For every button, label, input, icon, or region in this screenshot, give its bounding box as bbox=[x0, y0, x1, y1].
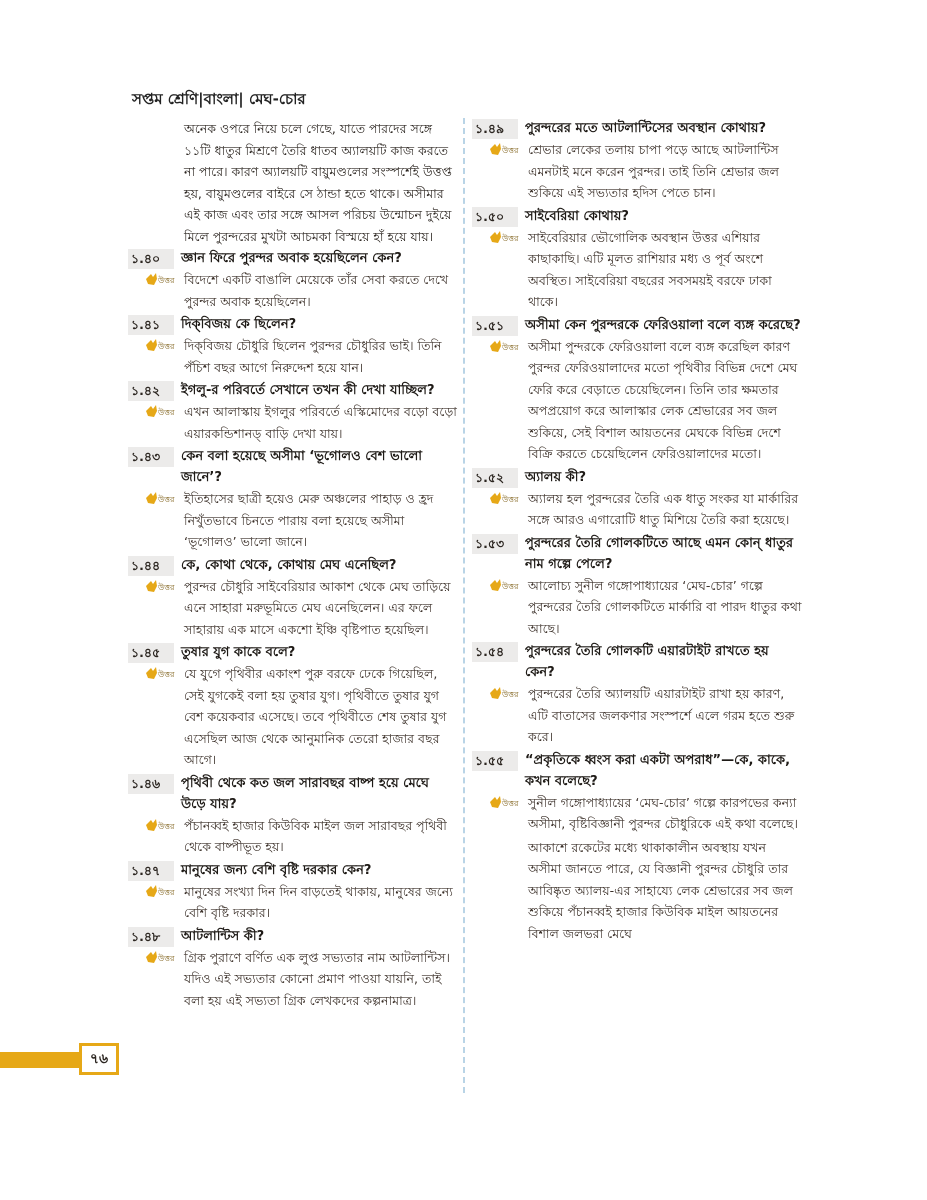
answer-badge-icon bbox=[144, 271, 176, 288]
answer-icon bbox=[128, 663, 176, 684]
answer-badge-icon bbox=[488, 685, 520, 702]
answer-text: সুনীল গঙ্গোপাধ্যায়ের ‘মেঘ-চোর’ গল্পে কারপভের কন্যা অসীমা, বৃষ্টিবিজ্ঞানী পুরন্দর চৌধুরিকে এই কথা বলেছে। bbox=[528, 794, 798, 831]
question-number: ১.৪৩ bbox=[128, 447, 174, 467]
answer-badge-icon bbox=[144, 403, 176, 420]
question-row bbox=[472, 206, 802, 227]
answer-text: অ্যালয় হল পুরন্দরের তৈরি এক ধাতু সংকর যা মার্কারির সঙ্গে আরও এগারোটি ধাতু মিশিয়ে তৈরি করা হয়েছে। bbox=[528, 490, 799, 527]
qa-item bbox=[128, 555, 458, 641]
question-row bbox=[472, 315, 802, 336]
answer-icon bbox=[128, 815, 176, 836]
answer-badge-icon bbox=[488, 141, 520, 158]
svg-text:উত্তর: উত্তর bbox=[502, 798, 519, 808]
svg-text:উত্তর: উত্তর bbox=[158, 276, 175, 285]
answer-row bbox=[472, 575, 802, 640]
qa-item bbox=[472, 206, 802, 313]
answer-text: পঁচানব্বই হাজার কিউবিক মাইল জল সারাবছর পৃথিবী থেকে বাষ্পীভূত হয়। bbox=[184, 817, 447, 854]
question-number: ১.৪৯ bbox=[472, 119, 518, 139]
question-text: পুরন্দরের তৈরি গোলকটি এয়ারটাইট রাখতে হয় কেন? bbox=[525, 644, 769, 680]
answer-row bbox=[128, 815, 458, 858]
answer-row bbox=[472, 683, 802, 748]
question-row bbox=[128, 773, 458, 815]
answer-icon bbox=[128, 401, 176, 422]
question-text: আটলান্টিস কী? bbox=[181, 928, 265, 944]
qa-item bbox=[128, 642, 458, 771]
answer-icon bbox=[128, 335, 176, 356]
question-text: অসীমা কেন পুরন্দরকে ফেরিওয়ালা বলে ব্যঙ্গ করেছে? bbox=[525, 317, 801, 333]
answer-row bbox=[128, 881, 458, 924]
answer-row bbox=[128, 576, 458, 641]
question-text: সাইবেরিয়া কোথায়? bbox=[525, 208, 629, 224]
answer-badge-icon bbox=[144, 490, 176, 507]
answer-row bbox=[128, 947, 458, 1012]
answer-paragraph: আকাশে রকেটের মধ্যে থাকাকালীন অবস্থায় যখন অসীমা জানতে পারে, যে বিজ্ঞানী পুরন্দর চৌধুরি তার আবিষ্কৃত অ্যালয়-এর সাহায্যে লেক শ্রেভারের সব জল শুকিয়ে পঁচানব্বই হাজার কিউবিক মাইল আয়তনের বিশাল জলভরা মেঘে bbox=[528, 839, 793, 941]
question-row bbox=[472, 641, 802, 683]
qa-item bbox=[128, 860, 458, 924]
question-row bbox=[128, 248, 458, 269]
answer-badge-icon bbox=[144, 578, 176, 595]
answer-text: সাইবেরিয়ার ভৌগোলিক অবস্থান উত্তর এশিয়ার কাছাকাছি। এটি মূলত রাশিয়ার মধ্য ও পূর্ব অংশে অবস্থিত। সাইবেরিয়া বছরের সবসময়ই বরফে ঢাকা থাকে। bbox=[528, 229, 772, 309]
answer-badge-icon bbox=[488, 794, 520, 811]
left-column bbox=[128, 118, 458, 1013]
question-text: অ্যালয় কী? bbox=[525, 469, 587, 485]
question-number: ১.৫২ bbox=[472, 468, 518, 488]
svg-text:উত্তর: উত্তর bbox=[158, 495, 175, 504]
answer-text: আলোচ্য সুনীল গঙ্গোপাধ্যায়ের ‘মেঘ-চোর’ গল্পে পুরন্দরের তৈরি গোলকটিতে মার্কারি বা পারদ ধাতুর কথা আছে। bbox=[528, 577, 802, 636]
svg-text:উত্তর: উত্তর bbox=[502, 342, 519, 352]
svg-text:উত্তর: উত্তর bbox=[158, 821, 175, 831]
answer-badge-icon bbox=[488, 490, 520, 507]
answer-text: শ্রেভার লেকের তলায় চাপা পড়ে আছে আটলান্টিস এমনটাই মনে করেন পুরন্দর। তাই তিনি শ্রেভার জল শুকিয়ে এই সভ্যতার হদিস পেতে চান। bbox=[528, 142, 779, 200]
qa-item bbox=[472, 641, 802, 748]
qa-item bbox=[128, 248, 458, 312]
question-text: তুষার যুগ কাকে বলে? bbox=[181, 645, 296, 660]
answer-text: ইতিহাসের ছাত্রী হয়েও মেরু অঞ্চলের পাহাড় ও হ্রদ নিখুঁতভাবে চিনতে পারায় বলা হয়েছে অসীমা ‘ভূগোলও’ ভালো জানে। bbox=[184, 491, 434, 549]
question-text: “প্রকৃতিকে ধ্বংস করা একটা অপরাধ”—কে, কাকে, কখন বলেছে? bbox=[525, 752, 791, 789]
column-divider bbox=[463, 118, 465, 1093]
question-row bbox=[472, 533, 802, 575]
qa-item bbox=[128, 926, 458, 1012]
answer-icon bbox=[472, 139, 520, 160]
qa-item bbox=[128, 380, 458, 444]
question-number: ১.৫০ bbox=[472, 207, 518, 227]
question-text: পৃথিবী থেকে কত জল সারাবছর বাষ্প হয়ে মেঘে উড়ে যায়? bbox=[181, 775, 429, 812]
qa-item bbox=[128, 446, 458, 553]
answer-row bbox=[128, 269, 458, 312]
question-row bbox=[128, 555, 458, 576]
question-text: জ্ঞান ফিরে পুরন্দর অবাক হয়েছিলেন কেন? bbox=[181, 251, 402, 266]
qa-item bbox=[472, 467, 802, 531]
answer-row bbox=[472, 139, 802, 204]
qa-item bbox=[472, 533, 802, 640]
svg-text:উত্তর: উত্তর bbox=[158, 582, 175, 592]
question-row bbox=[128, 642, 458, 663]
qa-item bbox=[472, 118, 802, 204]
right-column bbox=[472, 118, 802, 946]
svg-text:উত্তর: উত্তর bbox=[158, 953, 175, 963]
answer-icon bbox=[128, 488, 176, 509]
question-number: ১.৪২ bbox=[128, 381, 174, 401]
question-row bbox=[128, 314, 458, 335]
question-row bbox=[128, 380, 458, 401]
answer-icon bbox=[472, 575, 520, 596]
answer-text: পুরন্দরের তৈরি অ্যালয়টি এয়ারটাইট রাখা হয় কারণ, এটি বাতাসের জলকণার সংস্পর্শে এলে গরম হতে শুরু করে। bbox=[528, 686, 795, 744]
answer-text: যে যুগে পৃথিবীর একাংশ পুরু বরফে ঢেকে গিয়েছিল, সেই যুগকেই বলা হয় তুষার যুগ। পৃথিবীতে তুষার যুগ বেশ কয়েকবার এসেছে। তবে পৃথিবীতে শেষ তুষার যুগ এসেছিল আজ থেকে আনুমানিক তেরো হাজার বছর আগে। bbox=[184, 666, 447, 767]
answer-icon bbox=[128, 881, 176, 902]
answer-badge-icon bbox=[144, 949, 176, 966]
svg-text:উত্তর: উত্তর bbox=[502, 690, 519, 699]
question-number: ১.৪৭ bbox=[128, 861, 174, 881]
answer-badge-icon bbox=[488, 577, 520, 594]
answer-icon bbox=[472, 792, 520, 813]
qa-item bbox=[472, 315, 802, 465]
question-row bbox=[128, 860, 458, 881]
answer-badge-icon bbox=[488, 338, 520, 355]
question-number: ১.৫১ bbox=[472, 316, 518, 336]
page-number-bar bbox=[0, 1052, 79, 1068]
answer-text: বিদেশে একটি বাঙালি মেয়েকে তাঁর সেবা করতে দেখে পুরন্দর অবাক হয়েছিলেন। bbox=[184, 272, 449, 309]
answer-icon bbox=[472, 336, 520, 357]
answer-badge-icon bbox=[144, 337, 176, 354]
answer-badge-icon bbox=[144, 883, 176, 900]
question-text: পুরন্দরের তৈরি গোলকটিতে আছে এমন কোন্ ধাতুর নাম গল্পে পেলে? bbox=[525, 535, 794, 572]
answer-row bbox=[128, 663, 458, 771]
question-number: ১.৪৫ bbox=[128, 643, 174, 663]
question-row bbox=[128, 446, 458, 488]
question-number: ১.৪০ bbox=[128, 249, 174, 269]
answer-row bbox=[128, 488, 458, 553]
question-number: ১.৫৩ bbox=[472, 534, 518, 554]
answer-row bbox=[472, 227, 802, 313]
answer-icon bbox=[472, 227, 520, 248]
question-number: ১.৪৬ bbox=[128, 774, 174, 794]
page-header: সপ্তম শ্রেণি|বাংলা| মেঘ-চোর bbox=[132, 90, 306, 108]
qa-item bbox=[128, 314, 458, 378]
answer-row bbox=[128, 335, 458, 378]
answer-text: এখন আলাস্কায় ইগলুর পরিবর্তে এস্কিমোদের বড়ো বড়ো এয়ারকন্ডিশানড্ বাড়ি দেখা যায়। bbox=[184, 404, 457, 441]
question-text: ইগলু-র পরিবর্তে সেখানে তখন কী দেখা যাচ্ছিল? bbox=[181, 383, 435, 398]
answer-text: মানুষের সংখ্যা দিন দিন বাড়তেই থাকায়, মানুষের জন্যে বেশি বৃষ্টি দরকার। bbox=[184, 883, 453, 920]
question-row bbox=[472, 750, 802, 792]
answer-badge-icon bbox=[144, 665, 176, 682]
answer-row bbox=[472, 488, 802, 531]
svg-text:উত্তর: উত্তর bbox=[158, 342, 175, 351]
answer-text: পুরন্দর চৌধুরি সাইবেরিয়ার আকাশ থেকে মেঘ তাড়িয়ে এনে সাহারা মরুভূমিতে মেঘ এনেছিলেন। এর ফলে সাহারায় এক মাসে একশো ইঞ্চি বৃষ্টিপাত হয়েছিল। bbox=[184, 578, 451, 637]
svg-text:উত্তর: উত্তর bbox=[502, 581, 519, 591]
svg-text:উত্তর: উত্তর bbox=[158, 887, 175, 897]
answer-icon bbox=[128, 576, 176, 597]
answer-text: গ্রিক পুরাণে বর্ণিত এক লুপ্ত সভ্যতার নাম আটলান্টিস। যদিও এই সভ্যতার কোনো প্রমাণ পাওয়া যায়নি, তাই বলা হয় এই সভ্যতা গ্রিক লেখকদের কল্পনামাত্র। bbox=[184, 949, 450, 1008]
question-number: ১.৪৮ bbox=[128, 927, 174, 947]
svg-text:উত্তর: উত্তর bbox=[158, 670, 175, 679]
answer-row bbox=[128, 401, 458, 444]
answer-badge-icon bbox=[144, 817, 176, 834]
answer-badge-icon bbox=[488, 229, 520, 246]
page-number: ৭৬ bbox=[79, 1043, 119, 1075]
question-text: কেন বলা হয়েছে অসীমা ‘ভূগোলও বেশ ভালো জানে’? bbox=[181, 449, 423, 485]
question-number: ১.৫৫ bbox=[472, 751, 518, 771]
question-number: ১.৪৪ bbox=[128, 556, 174, 576]
svg-text:উত্তর: উত্তর bbox=[158, 408, 175, 417]
answer-icon bbox=[128, 947, 176, 968]
answer-icon bbox=[128, 269, 176, 290]
svg-text:উত্তর: উত্তর bbox=[502, 494, 519, 504]
svg-text:উত্তর: উত্তর bbox=[502, 233, 519, 243]
continuation-text: অনেক ওপরে নিয়ে চলে গেছে, যাতে পারদের সঙ্গে ১১টি ধাতুর মিশ্রণে তৈরি ধাতব অ্যালয়টি কাজ করতে না পারে। কারণ অ্যালয়টি বায়ুমণ্ডলের সংস্পর্শেই উত্তপ্ত হয়, বায়ুমণ্ডলের বাইরে সে ঠান্ডা হতে থাকে। অসীমার এই কাজ এবং তার সঙ্গে আসল পরিচয় উন্মোচন দুইয়ে মিলে পুরন্দরের মুখটা আচমকা বিস্ময়ে হাঁ হয়ে যায়। bbox=[184, 121, 452, 244]
answer-text: অসীমা পুন্দরকে ফেরিওয়ালা বলে ব্যঙ্গ করেছিল কারণ পুরন্দর ফেরিওয়ালাদের মতো পৃথিবীর বিভিন্ন দেশে মেঘ ফেরি করে বেড়াতে চেয়েছিলেন। তিনি তার ক্ষমতার অপপ্রয়োগ করে আলাস্কার লেক শ্রেভারের সব জল শুকিয়ে, সেই বিশাল আয়তনের মেঘকে বিভিন্ন দেশে বিক্রি করতে চেয়েছিলেন ফেরিওয়ালাদের মতো। bbox=[528, 338, 798, 461]
answer-icon bbox=[472, 488, 520, 509]
question-row bbox=[472, 467, 802, 488]
answer-icon bbox=[472, 683, 520, 704]
svg-text:উত্তর: উত্তর bbox=[502, 146, 519, 155]
question-number: ১.৫৪ bbox=[472, 642, 518, 662]
question-row bbox=[472, 118, 802, 139]
answer-text: দিক্‌বিজয় চৌধুরি ছিলেন পুরন্দর চৌধুরির ভাই। তিনি পঁচিশ বছর আগে নিরুদ্দেশ হয়ে যান। bbox=[184, 338, 442, 375]
question-number: ১.৪১ bbox=[128, 315, 174, 335]
qa-item bbox=[128, 773, 458, 858]
answer-row bbox=[472, 792, 802, 835]
qa-item bbox=[472, 750, 802, 945]
question-text: মানুষের জন্য বেশি বৃষ্টি দরকার কেন? bbox=[181, 862, 372, 878]
question-text: পুরন্দরের মতে আটলান্টিসের অবস্থান কোথায়? bbox=[525, 121, 766, 136]
question-text: দিক্‌বিজয় কে ছিলেন? bbox=[181, 317, 297, 332]
answer-row bbox=[472, 336, 802, 465]
question-row bbox=[128, 926, 458, 947]
question-text: কে, কোথা থেকে, কোথায় মেঘ এনেছিল? bbox=[181, 557, 397, 573]
